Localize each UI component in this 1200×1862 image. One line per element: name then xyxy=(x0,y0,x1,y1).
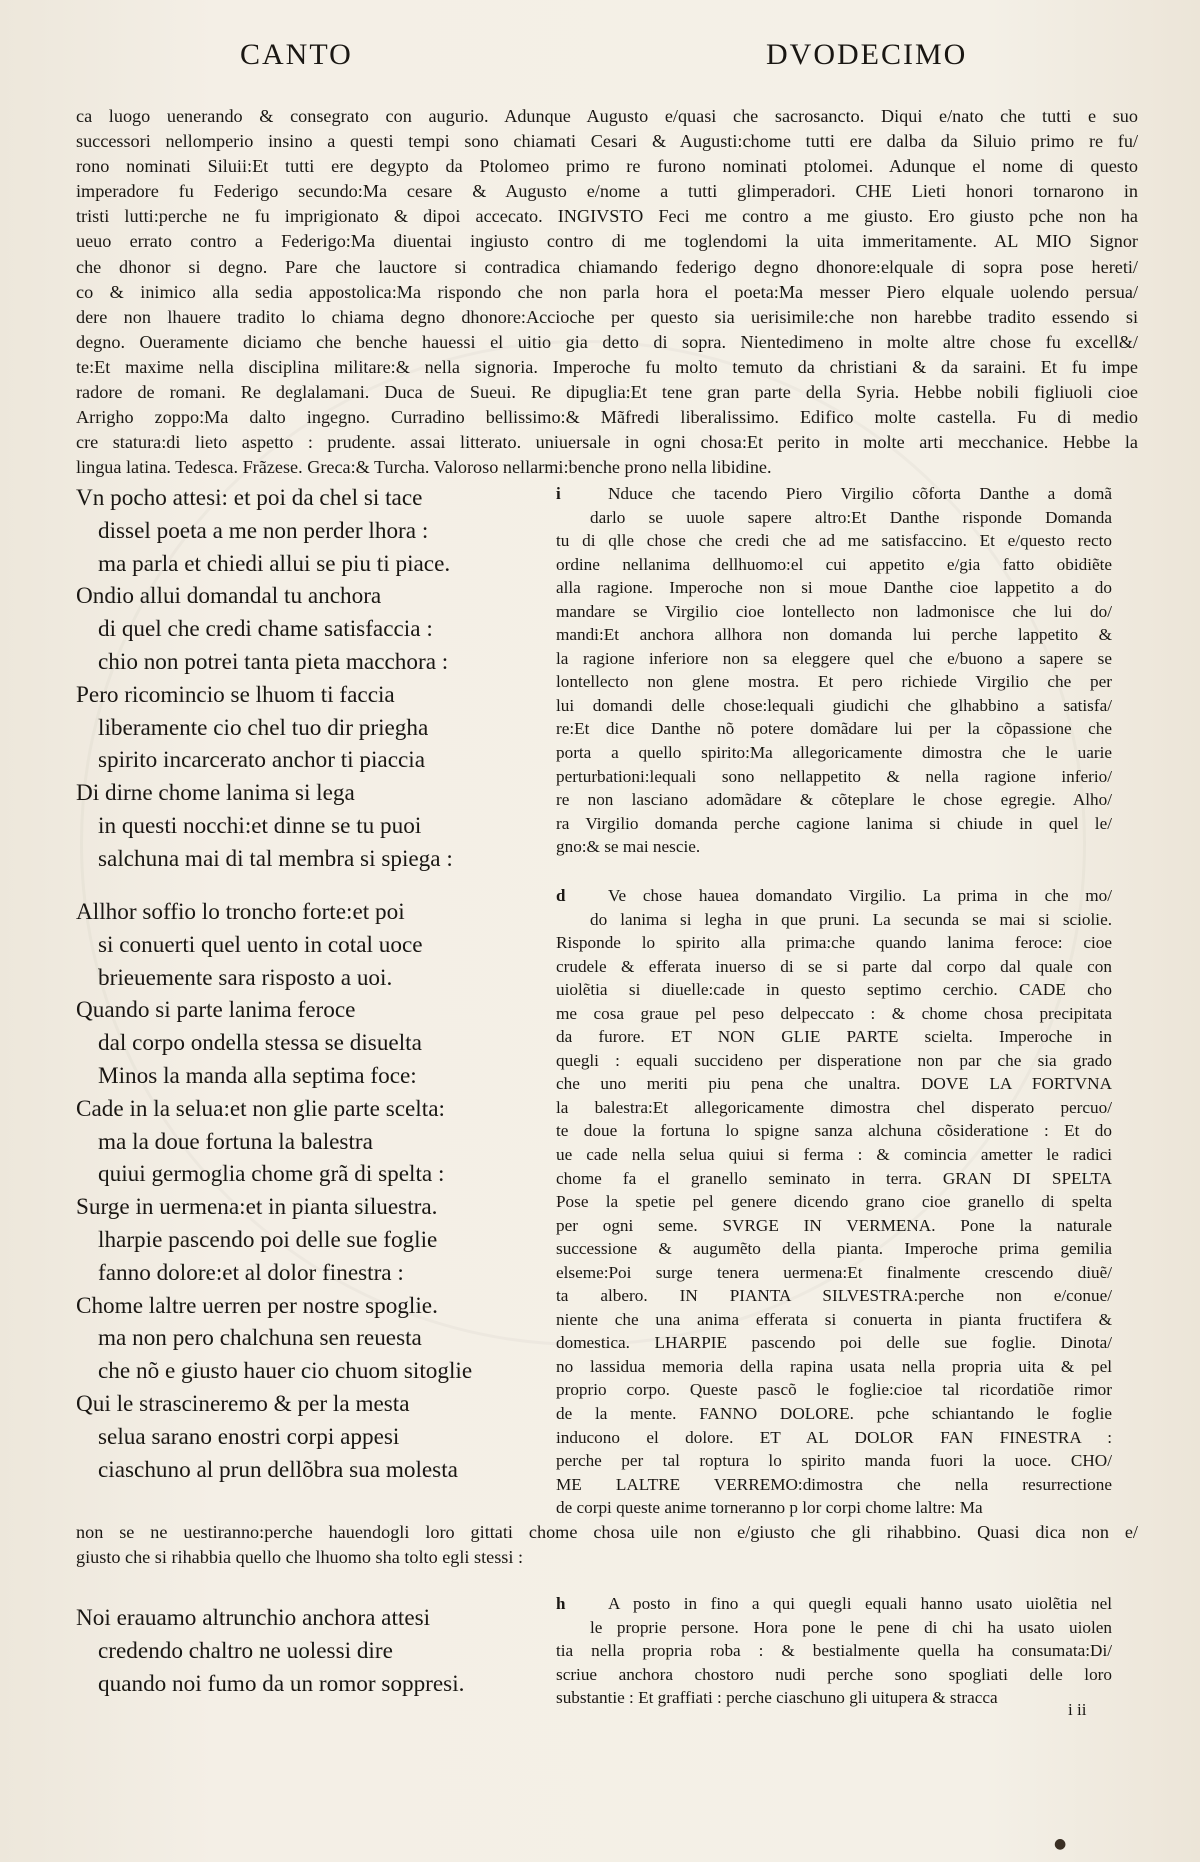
gloss-line: ordine nellanima dellhuomo:el cui appetito e/gia fatto obidiẽte xyxy=(556,554,1112,574)
gloss-line: no lassidua memoria della rapina usata nella propria uita & pel xyxy=(556,1356,1112,1376)
gloss-block-2 xyxy=(556,884,1112,1520)
gloss-line: darlo se uuole sapere altro:Et Danthe risponde Domanda xyxy=(590,507,1112,527)
verse-line: Pero ricomincio se lhuom ti faccia xyxy=(76,681,395,708)
verse-line: di quel che credi chame satisfaccia : xyxy=(98,616,433,643)
gloss-line: inducono el dolore. ET AL DOLOR FAN FINESTRA : xyxy=(556,1427,1112,1447)
verse-line: Di dirne chome lanima si lega xyxy=(76,780,355,807)
gloss-line: A posto in fino a qui quegli equali hanno usato uiolẽtia nel xyxy=(608,1594,1112,1613)
gloss-line: chome fa el granello seminato in terra. GRAN DI SPELTA xyxy=(556,1168,1112,1188)
gloss-line: Ve chose hauea domandato Virgilio. La prima in che mo/ xyxy=(608,886,1112,905)
gloss-block-3 xyxy=(556,1592,1112,1710)
verse-line: fanno dolore:et al dolor finestra : xyxy=(98,1259,404,1286)
verse-line: Noi erauamo altrunchio anchora attesi xyxy=(76,1605,431,1631)
verse-line: salchuna mai di tal membra si spiega : xyxy=(98,845,453,872)
gloss-line: mandare se Virgilio cioe lontellecto non ladmonisce che lui do/ xyxy=(556,601,1112,621)
gloss-line: tia nella propria roba : & bestialmente quella ha consumata:Di/ xyxy=(556,1641,1112,1661)
gloss-line: Risponde lo spirito alla prima:che quando lanima feroce: cioe xyxy=(556,933,1112,953)
gloss-line: me cosa graue pel peso delpeccato : & chome chosa precipitata xyxy=(556,1003,1112,1023)
verse-block-3 xyxy=(76,1602,546,1700)
verse-line: Minos la manda alla septima foce: xyxy=(98,1062,417,1089)
gloss-line: te doue la fortuna lo spigne sanza alchuna cõsideratione : Et do xyxy=(556,1121,1112,1141)
folio-signature: i ii xyxy=(1068,1700,1087,1719)
verse-line: selua sarano enostri corpi appesi xyxy=(98,1423,400,1450)
gloss-line: substantie : Et graffiati : perche ciaschuno gli uitupera & stracca xyxy=(556,1688,998,1708)
gloss-initial-letter: i xyxy=(556,484,561,503)
gloss-block-1 xyxy=(556,482,1112,859)
verse-line: spirito incarcerato anchor ti piaccia xyxy=(98,747,426,774)
commentary-line: te:Et maxime nella disciplina militare:& nella signoria. Imperoche fu molto temuto da christiani & da saraini. Et fu impe xyxy=(76,356,1138,377)
verse-line: quando noi fumo da un romor soppresi. xyxy=(98,1670,465,1697)
verse-line: ma la doue fortuna la balestra xyxy=(98,1128,373,1155)
verse-line: dal corpo ondella stessa se disuelta xyxy=(98,1030,422,1057)
gloss-line: da furore. ET NON GLIE PARTE scielta. Imperoche in xyxy=(556,1027,1112,1047)
gloss-line: Pose la spetie pel genere dicendo grano cioe granello di spelta xyxy=(556,1192,1112,1212)
commentary-line: co & inimico alla sedia appostolica:Ma rispondo che non parla hora el poeta:Ma messer Piero elquale uolendo persua/ xyxy=(76,281,1138,302)
verse-line: si conuerti quel uento in cotal uoce xyxy=(98,931,423,958)
commentary-line: ueuo errato contro a Federigo:Ma diuentai ingiusto contro di me toglendomi la uita immeritamente. AL MIO Signor xyxy=(76,231,1138,252)
verse-line: che nõ e giusto hauer cio chuom sitoglie xyxy=(98,1358,473,1385)
verse-line: Chome laltre uerren per nostre spoglie. xyxy=(76,1292,438,1319)
verse-block-2 xyxy=(76,896,546,1486)
verse-line: ma non pero chalchuna sen reuesta xyxy=(98,1325,422,1352)
commentary-line: dere non lhauere tradito lo chiama degno dhonore:Accioche per questo sia uerisimile:che non harebbe tradito essendo si xyxy=(76,306,1138,327)
gloss-line: porta a quello spirito:Ma allegoricamente dimostra che le uarie xyxy=(556,743,1112,763)
gloss-initial-letter: h xyxy=(556,1594,566,1613)
gloss-line: le proprie persone. Hora pone le pene di chi ha usato uiolen xyxy=(590,1617,1112,1637)
gloss-line: successione & augumẽto della pianta. Imperoche prima gemilia xyxy=(556,1239,1112,1259)
gloss-line: Nduce che tacendo Piero Virgilio cõforta Danthe a domã xyxy=(608,484,1112,503)
gloss-line: uiolẽtia si diuelle:cade in questo septimo cerchio. CADE cho xyxy=(556,980,1112,1000)
gloss-line: domestica. LHARPIE pascendo poi delle sue foglie. Dinota/ xyxy=(556,1333,1112,1353)
gloss-line: la ragione inferiore non sa eleggere quel che e/buono a sapere se xyxy=(556,648,1112,668)
gloss-line: ue cade nella selua quiui si ferma : & comincia ametter le radici xyxy=(556,1145,1112,1165)
verse-line: ma parla et chiedi allui se piu ti piace. xyxy=(98,550,451,577)
gloss-line: proprio corpo. Queste pascõ le foglie:cioe tal ricordatiõe rimor xyxy=(556,1380,1112,1400)
gloss-line: ra Virgilio domanda perche cagione lanima si chiude in quel le/ xyxy=(556,813,1112,833)
gloss-line: tu di qlle chose che credi che ad me satisfaccino. Et e/questo recto xyxy=(556,531,1112,551)
commentary-line: imperadore fu Federigo secundo:Ma cesare & Augusto e/nome a tutti glimperadori. CHE Lieti honori tornarono in xyxy=(76,181,1138,202)
verse-line: Quando si parte lanima feroce xyxy=(76,997,356,1024)
gloss-line: de corpi queste anime torneranno p lor corpi chome laltre: Ma xyxy=(556,1498,983,1518)
gloss-line: re non lasciano adomãdare & cõteplare le chose egregie. Alho/ xyxy=(556,790,1112,810)
running-head-right: DVODECIMO xyxy=(766,38,968,71)
verse-line: ciaschuno al prun dellõbra sua molesta xyxy=(98,1456,458,1483)
gloss-line: ta albero. IN PIANTA SILVESTRA:perche non e/conue/ xyxy=(556,1286,1112,1306)
verse-line: Ondio allui domandal tu anchora xyxy=(76,583,382,610)
gloss-line: elseme:Poi surge tenera uermena:Et finalmente crescendo diuẽ/ xyxy=(556,1262,1112,1282)
verse-line: Qui le strascineremo & per la mesta xyxy=(76,1390,410,1417)
verse-line: lharpie pascendo poi delle sue foglie xyxy=(98,1226,438,1253)
gloss-line: lontellecto non glene mostra. Et pero richiede Virgilio che per xyxy=(556,672,1112,692)
gloss-line: re:Et dice Danthe nõ potere domãdare lui per la cõpassione che xyxy=(556,719,1112,739)
verse-line: in questi nocchi:et dinne se tu puoi xyxy=(98,812,422,839)
verse-line: Surge in uermena:et in pianta siluestra. xyxy=(76,1194,438,1221)
commentary-line: lingua latina. Tedesca. Frãzese. Greca:& Turcha. Valoroso nellarmi:benche prono nella libidine. xyxy=(76,457,772,478)
gloss-line: che uno meriti piu pena che unaltra. DOVE LA FORTVNA xyxy=(556,1074,1112,1094)
gloss-line: mandi:Et anchora allhora non domanda lui perche lappetito & xyxy=(556,625,1112,645)
verse-line: brieuemente sara risposto a uoi. xyxy=(98,964,393,991)
verse-line: Cade in la selua:et non glie parte scelta: xyxy=(76,1095,445,1122)
gloss-line: do lanima si legha in que pruni. La secunda se mai si sciolie. xyxy=(590,909,1112,929)
verse-line: Allhor soffio lo troncho forte:et poi xyxy=(76,899,405,925)
verse-line: Vn pocho attesi: et poi da chel si tace xyxy=(76,485,423,511)
gloss-line: per ogni seme. SVRGE IN VERMENA. Pone la naturale xyxy=(556,1215,1112,1235)
gloss-line: perche per tal roptura lo spirito manda fuori la uoce. CHO/ xyxy=(556,1451,1112,1471)
running-head xyxy=(0,38,1200,88)
ink-mark: ● xyxy=(1054,1836,1067,1852)
gloss-line: perturbationi:lequali sono nellappetito & nella ragione inferio/ xyxy=(556,766,1112,786)
commentary-top xyxy=(76,104,1138,480)
commentary-line: giusto che si rihabbia quello che lhuomo sha tolto egli stessi : xyxy=(76,1547,524,1568)
gloss-initial-letter: d xyxy=(556,886,566,905)
commentary-line: successori nellomperio insino a questi tempi sono chiamati Cesari & Augusti:chome tutti ere dalba da Siluio primo re fu/ xyxy=(76,131,1138,152)
gloss-line: la balestra:Et allegoricamente dimostra chel disperato percuo/ xyxy=(556,1097,1112,1117)
commentary-line: Arrigho zoppo:Ma dalto ingegno. Curradino bellissimo:& Mãfredi liberalissimo. Edifico molte castella. Fu di medio xyxy=(76,407,1138,428)
verse-line: chio non potrei tanta pieta macchora : xyxy=(98,648,449,675)
commentary-line: ca luogo uenerando & consegrato con augurio. Adunque Augusto e/quasi che sacrosancto. Diqui e/nato che tutti e suo xyxy=(76,106,1138,126)
gloss-line: alla ragione. Imperoche non si moue Danthe cioe lappetito a do xyxy=(556,578,1112,598)
commentary-line: che dhonor si degno. Pare che lauctore si contradica chiamando federigo degno dhonore:elquale di sopra pose hereti/ xyxy=(76,256,1138,277)
gloss-line: ME LALTRE VERREMO:dimostra che nella resurrectione xyxy=(556,1474,1112,1494)
verse-line: credendo chaltro ne uolessi dire xyxy=(98,1637,393,1664)
commentary-line: radore de romani. Re deglalamani. Duca de Sueui. Re dipuglia:Et tene gran parte della Syria. Hebbe nobili figliuoli cioe xyxy=(76,382,1138,403)
gloss-line: lui domandi delle chose:lequali giudichi che glhabbino a satisfa/ xyxy=(556,695,1112,715)
gloss-line: gno:& se mai nescie. xyxy=(556,837,701,857)
gloss-line: quegli : equali succideno per disperatione non par che sia grado xyxy=(556,1050,1112,1070)
commentary-line: degno. Oueramente diciamo che benche hauessi el uitio gia detto di sopra. Nientedimeno in molte altre chose fu excell&/ xyxy=(76,331,1138,352)
verse-line: dissel poeta a me non perder lhora : xyxy=(98,517,429,544)
commentary-continued xyxy=(76,1520,1138,1570)
commentary-line: non se ne uestiranno:perche hauendogli loro gittati chome chosa uile non e/giusto che gli rihabbino. Quasi dica non e/ xyxy=(76,1522,1138,1542)
gloss-line: scriue anchora chostoro nudi perche sono spogliati delle loro xyxy=(556,1664,1112,1684)
gloss-line: de la mente. FANNO DOLORE. pche schiantando le foglie xyxy=(556,1404,1112,1424)
commentary-line: rono nominati Siluii:Et tutti ere degypto da Ptolomeo primo re furono nominati ptolomei. Adunque el nome di questo xyxy=(76,156,1138,177)
verse-block-1 xyxy=(76,482,546,876)
verse-line: quiui germoglia chome grã di spelta : xyxy=(98,1161,445,1188)
gloss-line: crudele & efferata inuerso di se si parte dal corpo dal quale con xyxy=(556,956,1112,976)
commentary-line: tristi lutti:perche ne fu imprigionato & dipoi accecato. INGIVSTO Feci me contro a me giusto. Ero giusto pche non ha xyxy=(76,206,1138,227)
commentary-line: cre statura:di lieto aspetto : prudente. assai litterato. uniuersale in ogni chosa:Et perito in molte arti mecchanice. Hebbe la xyxy=(76,432,1138,453)
running-head-left: CANTO xyxy=(240,38,353,71)
gloss-line: niente che una anima efferata si conuerta in pianta fructifera & xyxy=(556,1309,1112,1329)
verse-line: liberamente cio chel tuo dir priegha xyxy=(98,714,429,741)
